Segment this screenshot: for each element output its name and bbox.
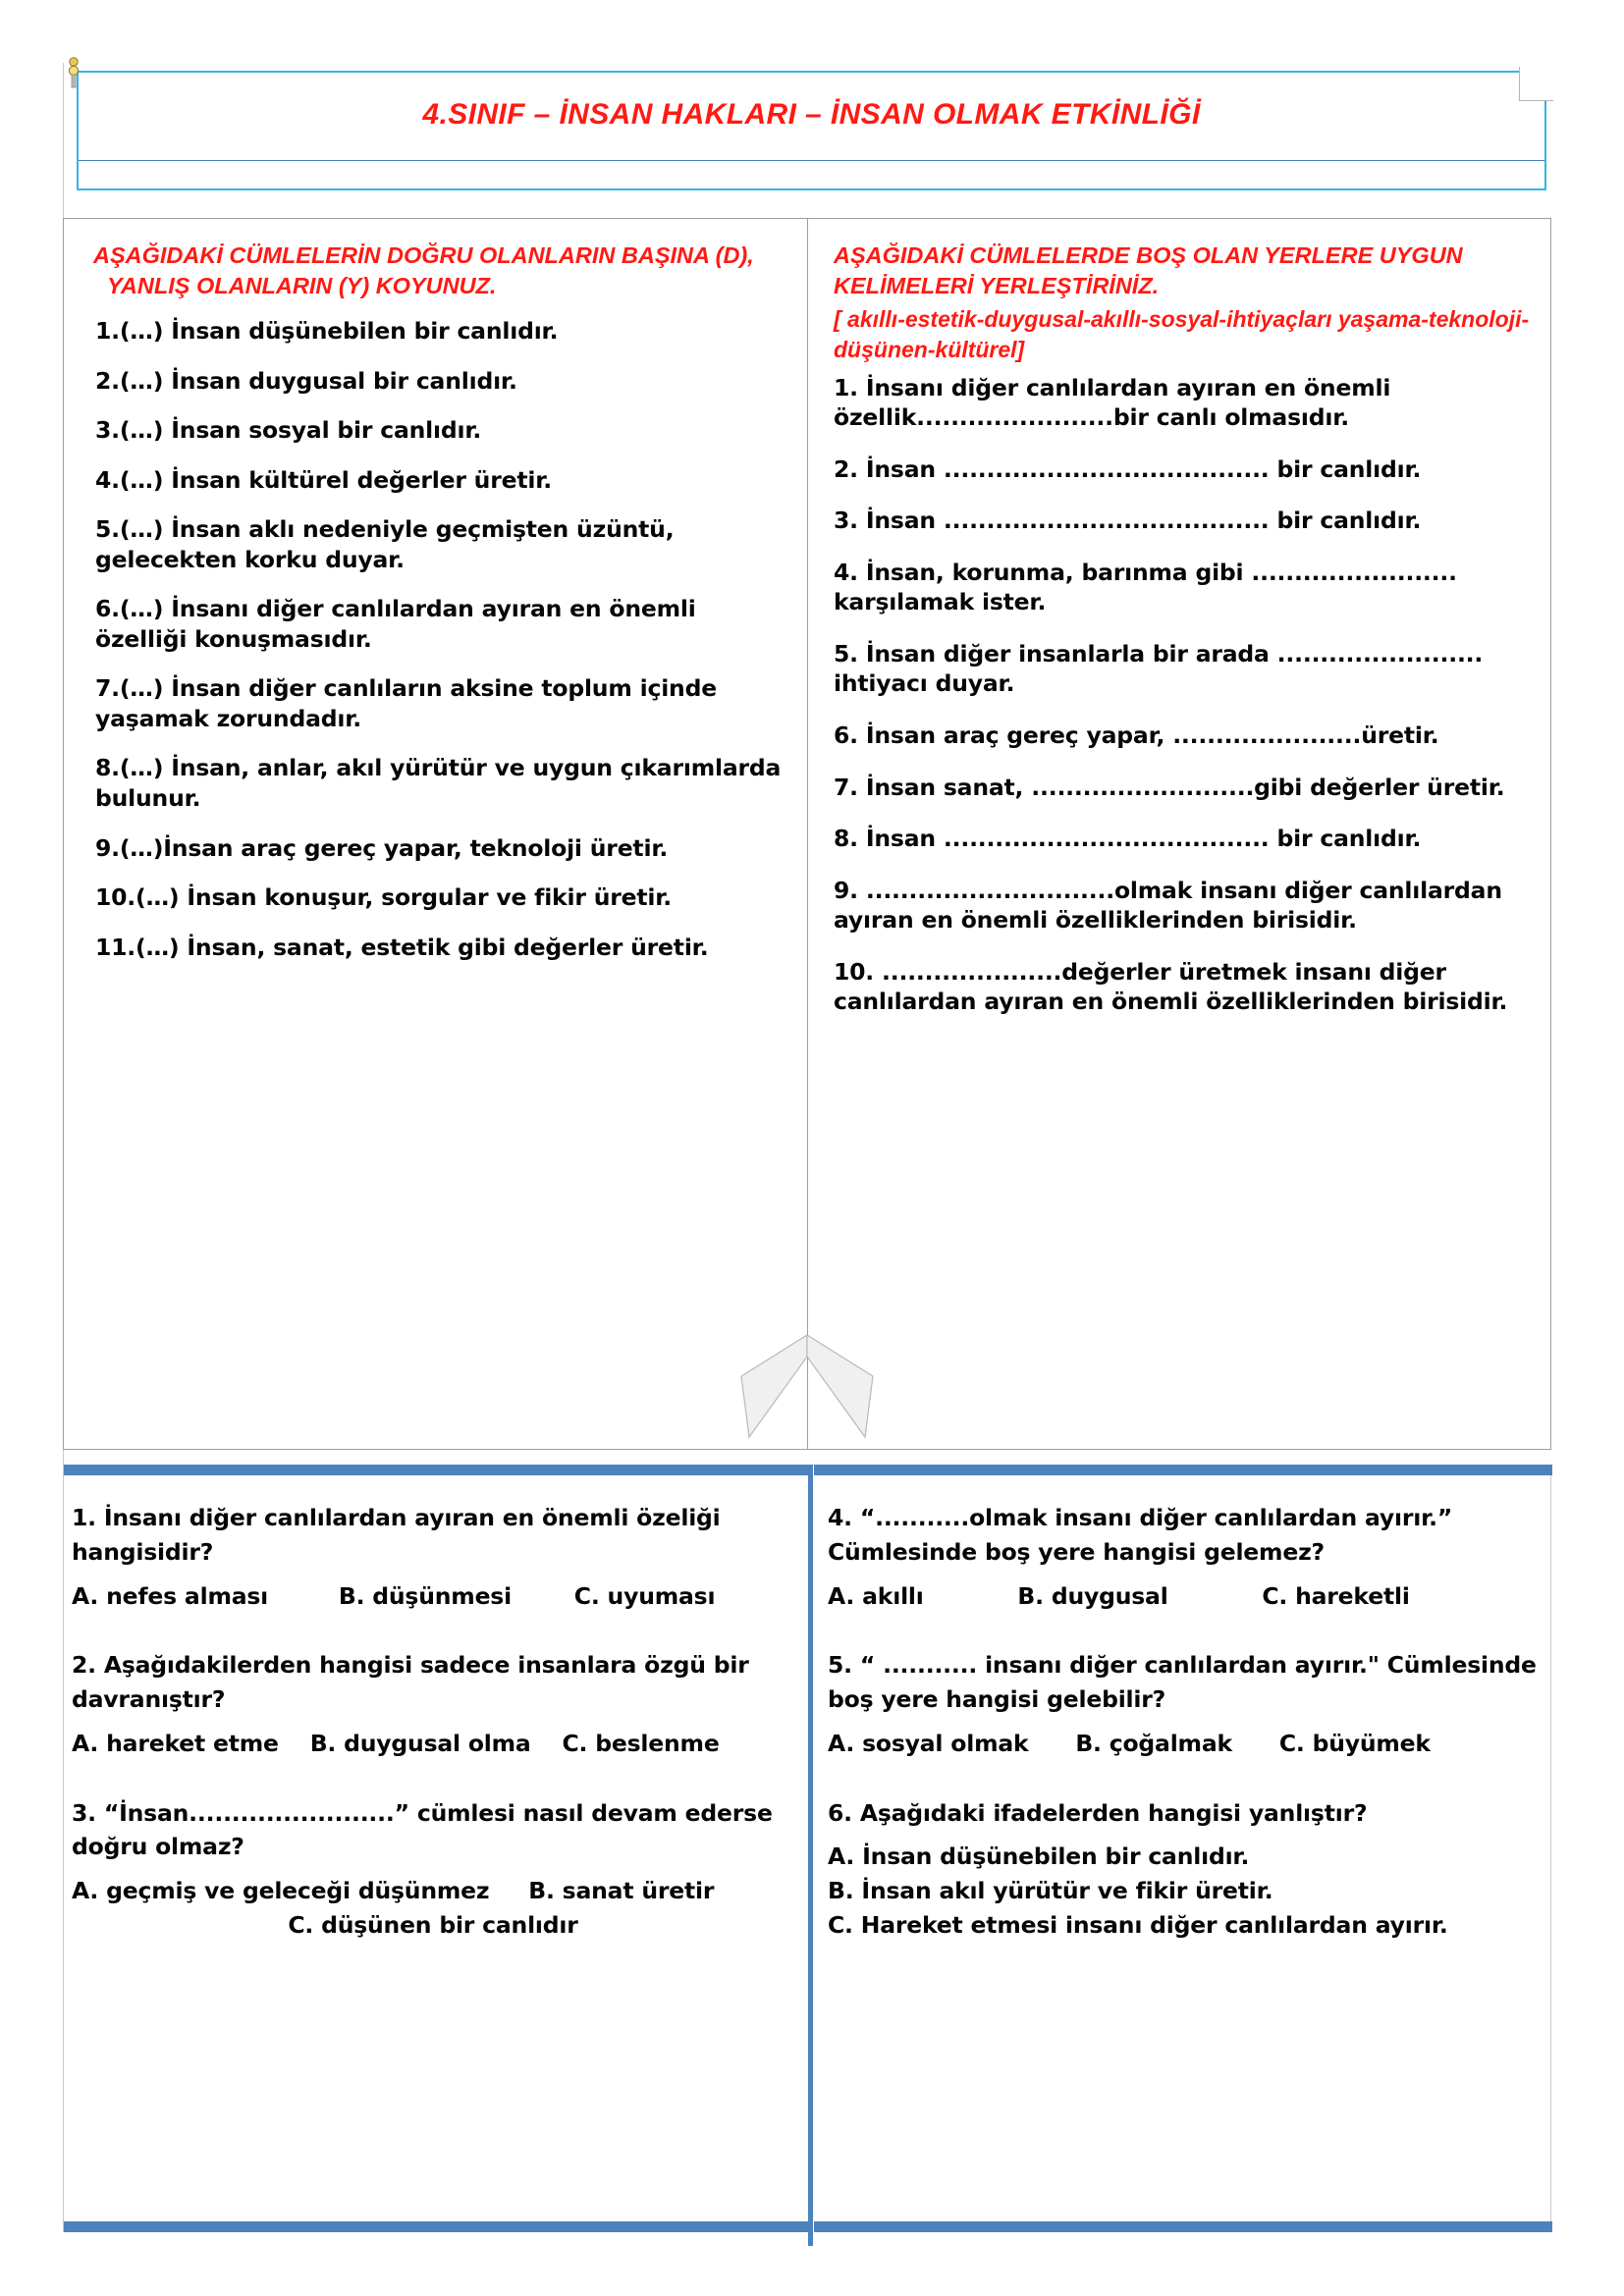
fill-blank-instruction: AŞAĞIDAKİ CÜMLELERDE BOŞ OLAN YERLERE UYGUN KELİMELERİ YERLEŞTİRİNİZ. xyxy=(834,242,1463,299)
mcq-stem: 6. Aşağıdaki ifadelerden hangisi yanlıştır? xyxy=(828,1798,1368,1827)
true-false-column xyxy=(64,219,807,1449)
list-item: 9.(…)İnsan araç gereç yapar, teknoloji üretir. xyxy=(95,833,669,862)
fill-blank-column xyxy=(808,219,1550,1449)
list-item: 5. İnsan diğer insanlarla bir arada ........................ ihtiyacı duyar. xyxy=(834,639,1484,698)
list-item: 6.(…) İnsanı diğer canlılardan ayıran en önemli özelliği konuşmasıdır. xyxy=(95,595,696,653)
list-item: 2. İnsan ...................................... bir canlıdır. xyxy=(834,454,1422,483)
list-item: 4.(…) İnsan kültürel değerler üretir. xyxy=(95,465,552,494)
list-item: 1.(…) İnsan düşünebilen bir canlıdır. xyxy=(95,316,559,345)
fill-blank-list xyxy=(834,373,1531,1017)
mcq-options-second-line[interactable]: C. düşünen bir canlıdır xyxy=(288,1910,578,1939)
left-top-blue-bar xyxy=(64,1465,808,1475)
mcq-left-body xyxy=(64,1475,808,2221)
list-item: 5.(…) İnsan aklı nedeniyle geçmişten üzüntü, gelecekten korku duyar. xyxy=(95,515,675,573)
mcq-options[interactable]: A. geçmiş ve geleceği düşünmez B. sanat üretir xyxy=(72,1877,715,1905)
list-item: 3.(…) İnsan sosyal bir canlıdır. xyxy=(95,416,482,445)
true-false-list xyxy=(85,316,787,962)
mcq-item xyxy=(72,1648,794,1760)
list-item: 9. .............................olmak insanı diğer canlılardan ayıran en önemli özelliklerinden birisidir. xyxy=(834,876,1502,934)
list-item: 4. İnsan, korunma, barınma gibi ........................ karşılamak ister. xyxy=(834,558,1457,616)
mcq-option-b[interactable]: B. İnsan akıl yürütür ve fikir üretir. xyxy=(828,1877,1273,1905)
word-bank: [ akıllı-estetik-duygusal-akıllı-sosyal-ihtiyaçları yaşama-teknoloji-düşünen-kültürel] xyxy=(834,305,1530,362)
mcq-stem: 4. “...........olmak insanı diğer canlılardan ayırır.” Cümlesinde boş yere hangisi gelemez? xyxy=(828,1504,1453,1566)
bottom-mcq-table xyxy=(63,1465,1551,2232)
list-item: 3. İnsan ...................................... bir canlıdır. xyxy=(834,507,1422,535)
mcq-right-body xyxy=(814,1475,1552,2221)
list-item: 6. İnsan araç gereç yapar, ......................üretir. xyxy=(834,721,1439,749)
title-box xyxy=(77,71,1546,190)
right-bottom-blue-bar xyxy=(814,2221,1552,2232)
mcq-option-c[interactable]: C. Hareket etmesi insanı diğer canlılardan ayırır. xyxy=(828,1910,1448,1939)
mcq-options[interactable]: A. sosyal olmak B. çoğalmak C. büyümek xyxy=(828,1729,1431,1757)
list-item: 10.(…) İnsan konuşur, sorgular ve fikir üretir. xyxy=(95,883,673,912)
mcq-item xyxy=(828,1501,1539,1613)
mcq-item xyxy=(72,1796,794,1943)
list-item: 10. .....................değerler üretmek insanı diğer canlılardan ayıran en önemli özelliklerinden birisidir. xyxy=(834,957,1508,1016)
mcq-stem: 1. İnsanı diğer canlılardan ayıran en önemli özeliği hangisidir? xyxy=(72,1504,721,1566)
mcq-right-column xyxy=(814,1465,1552,2232)
mcq-stem: 3. “İnsan........................” cümlesi nasıl devam ederse doğru olmaz? xyxy=(72,1798,773,1861)
bottom-table-divider xyxy=(808,1465,813,2246)
list-item: 11.(…) İnsan, sanat, estetik gibi değerler üretir. xyxy=(95,933,709,961)
mcq-options[interactable]: A. hareket etme B. duygusal olma C. beslenme xyxy=(72,1729,720,1757)
list-item: 2.(…) İnsan duygusal bir canlıdır. xyxy=(95,366,517,395)
list-item: 8. İnsan ...................................... bir canlıdır. xyxy=(834,825,1422,853)
corner-fold-decoration xyxy=(1519,67,1553,101)
list-item: 8.(…) İnsan, anlar, akıl yürütür ve uygun çıkarımlarda bulunur. xyxy=(95,754,782,812)
true-false-instruction: AŞAĞIDAKİ CÜMLELERİN DOĞRU OLANLARIN BAŞINA (D), YANLIŞ OLANLARIN (Y) KOYUNUZ. xyxy=(93,242,754,299)
mcq-stem: 2. Aşağıdakilerden hangisi sadece insanlara özgü bir davranıştır? xyxy=(72,1651,749,1714)
chevron-arrow-decoration xyxy=(714,1331,900,1439)
mcq-item xyxy=(828,1796,1539,1943)
mcq-stem: 5. “ ........... insanı diğer canlılardan ayırır." Cümlesinde boş yere hangisi gelebilir? xyxy=(828,1651,1537,1714)
left-bottom-blue-bar xyxy=(64,2221,808,2232)
list-item: 7. İnsan sanat, ..........................gibi değerler üretir. xyxy=(834,773,1505,801)
mcq-option-a[interactable]: A. İnsan düşünebilen bir canlıdır. xyxy=(828,1842,1250,1871)
mcq-item xyxy=(72,1501,794,1613)
top-activity-table xyxy=(63,218,1551,1450)
page-title: 4.SINIF – İNSAN HAKLARI – İNSAN OLMAK ETKİNLİĞİ xyxy=(422,98,1201,131)
mcq-item xyxy=(828,1648,1539,1760)
title-inner-rule xyxy=(79,160,1544,161)
list-item: 1. İnsanı diğer canlılardan ayıran en önemli özellik.......................bir canlı olmasıdır. xyxy=(834,373,1391,432)
right-top-blue-bar xyxy=(814,1465,1552,1475)
pin-handle-icon[interactable] xyxy=(67,57,81,90)
mcq-options[interactable]: A. nefes alması B. düşünmesi C. uyuması xyxy=(72,1581,716,1610)
list-item: 7.(…) İnsan diğer canlıların aksine toplum içinde yaşamak zorundadır. xyxy=(95,674,717,732)
title-banner xyxy=(77,71,1549,193)
mcq-options[interactable]: A. akıllı B. duygusal C. hareketli xyxy=(828,1581,1410,1610)
mcq-left-column xyxy=(64,1465,808,2232)
